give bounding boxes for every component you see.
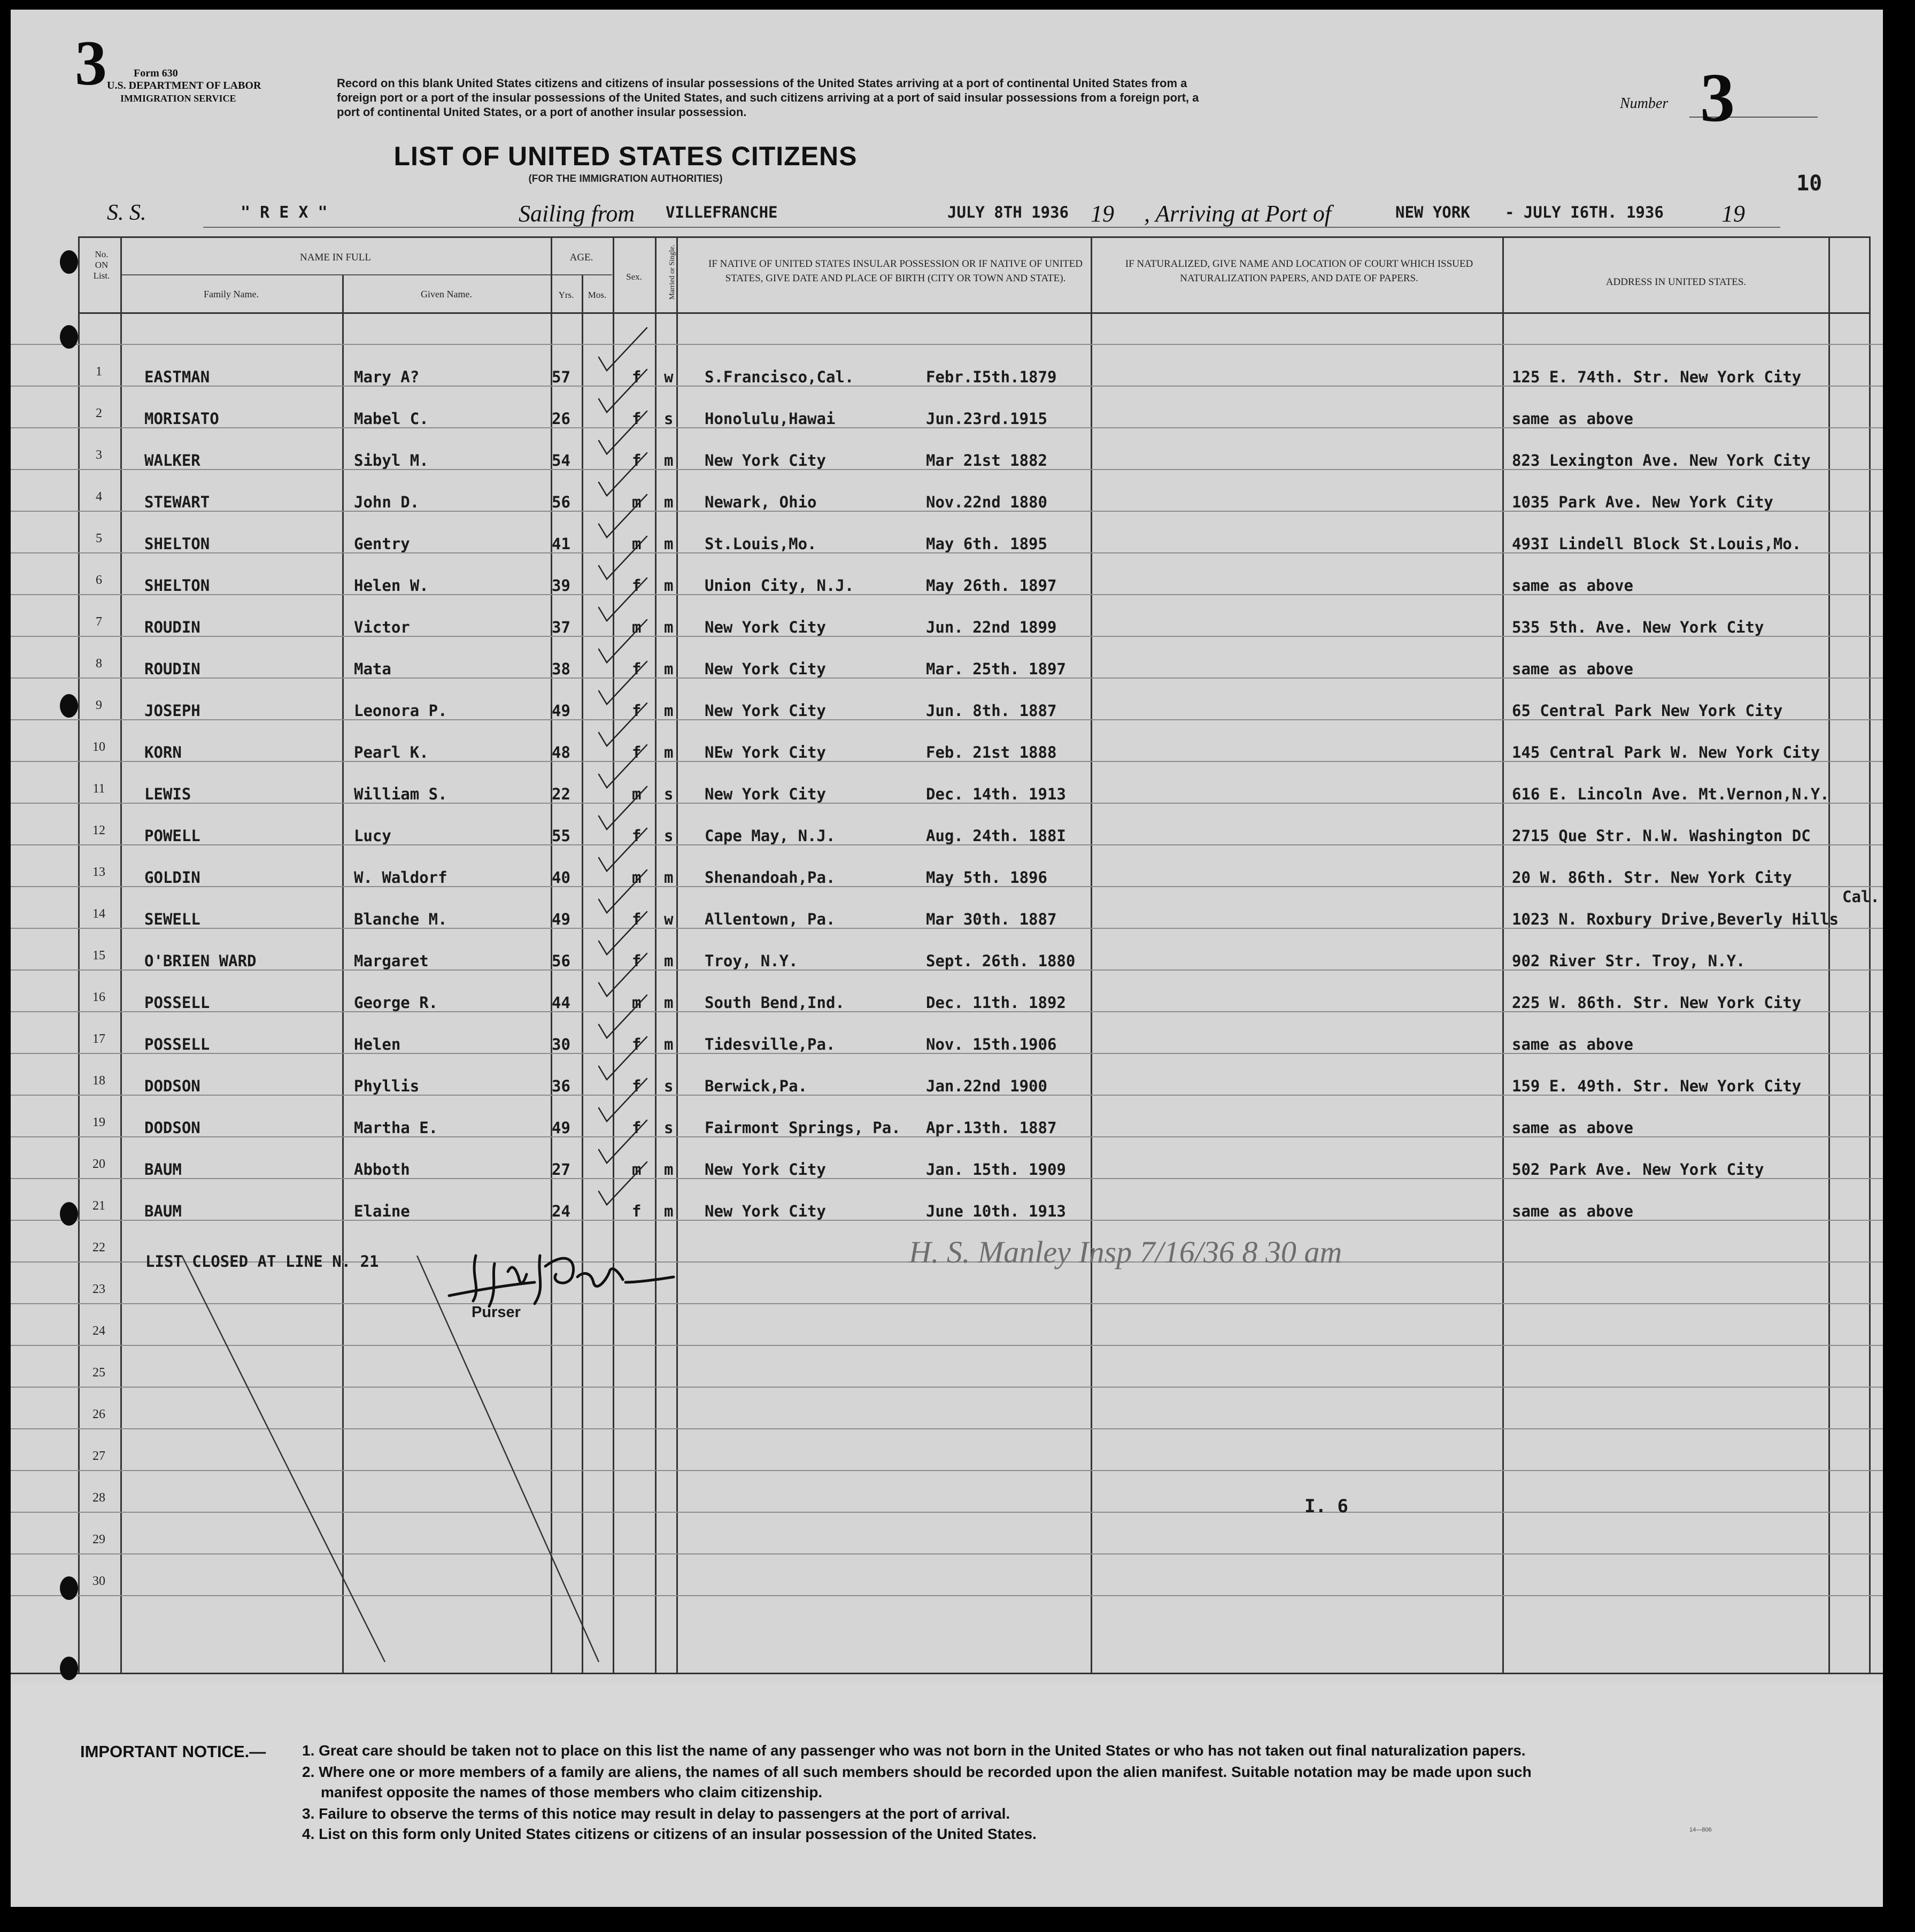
- age-years: 41: [552, 535, 570, 553]
- us-address: 125 E. 74th. Str. New York City: [1512, 368, 1802, 386]
- line-number: 17: [92, 1032, 105, 1046]
- birth-place: Berwick,Pa.: [705, 1077, 808, 1095]
- checkmark: [599, 328, 647, 371]
- birth-date: May 5th. 1896: [926, 868, 1047, 887]
- marital-status: m: [664, 493, 674, 511]
- line-number: 10: [92, 740, 105, 754]
- birth-date: Dec. 14th. 1913: [926, 785, 1066, 803]
- column-rule: [1828, 236, 1830, 1673]
- birth-place: New York City: [705, 618, 826, 636]
- birth-place: New York City: [705, 1202, 826, 1220]
- notice-item: 3. Failure to observe the terms of this notice may result in delay to passengers at the port of arrival.: [302, 1805, 1010, 1822]
- us-address: same as above: [1512, 1202, 1633, 1220]
- family-name: LEWIS: [144, 785, 191, 803]
- age-years: 39: [552, 576, 570, 595]
- birth-date: Jan.22nd 1900: [926, 1077, 1047, 1095]
- age-years: 24: [552, 1202, 570, 1220]
- line-number: 4: [96, 490, 102, 504]
- purser-label: Purser: [472, 1304, 521, 1321]
- column-rule: [1502, 236, 1504, 1673]
- line-number: 28: [92, 1491, 105, 1505]
- number-label: Number: [1620, 95, 1669, 112]
- department: U.S. DEPARTMENT OF LABOR: [107, 80, 261, 91]
- family-name: BAUM: [144, 1202, 182, 1220]
- line-number: 12: [92, 823, 105, 837]
- birth-place: Newark, Ohio: [705, 493, 817, 511]
- age-years: 49: [552, 702, 570, 720]
- checkmark: [599, 578, 647, 621]
- checkmark: [599, 536, 647, 579]
- sex: m: [632, 618, 642, 636]
- birth-place: S.Francisco,Cal.: [705, 368, 854, 386]
- checkmark: [599, 411, 647, 454]
- table-top-border: [78, 236, 1869, 238]
- given-name: Abboth: [354, 1160, 410, 1179]
- family-name: BAUM: [144, 1160, 182, 1179]
- birth-place: Fairmont Springs, Pa.: [705, 1119, 901, 1137]
- margin-mark: I. 6: [1304, 1496, 1348, 1517]
- family-name: WALKER: [144, 451, 200, 469]
- age-years: 37: [552, 618, 570, 636]
- page-subtitle: (FOR THE IMMIGRATION AUTHORITIES): [528, 173, 723, 184]
- age-years: 22: [552, 785, 570, 803]
- us-address: same as above: [1512, 410, 1633, 428]
- birth-place: Cape May, N.J.: [705, 827, 836, 845]
- birth-place: New York City: [705, 785, 826, 803]
- marital-status: w: [664, 368, 674, 386]
- line-number: 22: [92, 1241, 105, 1254]
- age-years: 30: [552, 1035, 570, 1053]
- birth-date: May 26th. 1897: [926, 576, 1057, 595]
- birth-date: Feb. 21st 1888: [926, 743, 1057, 761]
- family-name: EASTMAN: [144, 368, 210, 386]
- marital-status: s: [664, 785, 674, 803]
- arrival-port: NEW YORK: [1395, 203, 1470, 221]
- marital-status: m: [664, 702, 674, 720]
- sex: m: [632, 1160, 642, 1179]
- marital-status: m: [664, 868, 674, 887]
- us-address: 616 E. Lincoln Ave. Mt.Vernon,N.Y.: [1512, 785, 1829, 803]
- list-closed: LIST CLOSED AT LINE N. 21: [145, 1252, 379, 1271]
- checkmark: [599, 745, 647, 788]
- line-number: 1: [96, 365, 102, 379]
- birth-date: Jun. 8th. 1887: [926, 702, 1057, 720]
- binder-hole: [60, 1576, 78, 1600]
- family-name: O'BRIEN WARD: [144, 952, 257, 970]
- header-name-in-full: NAME IN FULL: [300, 252, 371, 263]
- line-number: 25: [92, 1366, 105, 1380]
- voyage-underline: [203, 227, 1780, 228]
- marital-status: s: [664, 1119, 674, 1137]
- us-address: 493I Lindell Block St.Louis,Mo.: [1512, 535, 1802, 553]
- sex: f: [632, 1035, 642, 1053]
- header-family-name: Family Name.: [204, 289, 259, 299]
- column-rule: [1869, 236, 1871, 1673]
- column-rule: [676, 236, 678, 1673]
- given-name: John D.: [354, 493, 420, 511]
- header-birth: IF NATIVE OF UNITED STATES INSULAR POSSESSION OR IF NATIVE OF UNITED STATES, GIVE DATE AND PLACE OF BIRTH (CITY OR TOWN AND STATE).: [708, 258, 1083, 284]
- notice-item: 4. List on this form only United States citizens or citizens of an insular possession of the United States.: [302, 1826, 1037, 1842]
- age-years: 38: [552, 660, 570, 678]
- given-name: Helen W.: [354, 576, 429, 595]
- given-name: Helen: [354, 1035, 401, 1053]
- sex: f: [632, 702, 642, 720]
- line-number: 9: [96, 698, 102, 712]
- name-subheader-line: [120, 274, 551, 275]
- ss-label: S. S.: [107, 201, 146, 225]
- us-address: 2715 Que Str. N.W. Washington DC: [1512, 827, 1811, 845]
- line-number: 14: [92, 907, 105, 921]
- header-age: AGE.: [569, 252, 593, 263]
- address-continuation: Cal.: [1842, 888, 1880, 906]
- marital-status: m: [664, 660, 674, 678]
- age-years: 56: [552, 952, 570, 970]
- birth-place: New York City: [705, 1160, 826, 1179]
- us-address: 535 5th. Ave. New York City: [1512, 618, 1764, 636]
- age-years: 26: [552, 410, 570, 428]
- us-address: 225 W. 86th. Str. New York City: [1512, 994, 1802, 1012]
- family-name: STEWART: [144, 493, 210, 511]
- sex: f: [632, 368, 642, 386]
- sex: f: [632, 660, 642, 678]
- marital-status: s: [664, 827, 674, 845]
- birth-place: Tidesville,Pa.: [705, 1035, 836, 1053]
- instructions: [337, 76, 1566, 119]
- marital-status: m: [664, 451, 674, 469]
- sex: f: [632, 451, 642, 469]
- age-years: 44: [552, 994, 570, 1012]
- birth-date: Apr.13th. 1887: [926, 1119, 1057, 1137]
- us-address: 502 Park Ave. New York City: [1512, 1160, 1764, 1179]
- given-name: Elaine: [354, 1202, 410, 1220]
- line-number: 23: [92, 1282, 105, 1296]
- sailing-date: JULY 8TH 1936: [947, 203, 1069, 221]
- header-yrs: Yrs.: [558, 290, 574, 300]
- line-number: 20: [92, 1157, 105, 1171]
- sex: f: [632, 743, 642, 761]
- family-name: SHELTON: [144, 576, 210, 595]
- form-number: Form 630: [134, 67, 178, 79]
- family-name: ROUDIN: [144, 618, 200, 636]
- birth-place: Honolulu,Hawai: [705, 410, 836, 428]
- header-mos: Mos.: [588, 290, 607, 300]
- checkmark: [599, 661, 647, 704]
- given-name: Sibyl M.: [354, 451, 429, 469]
- cancel-strikes: [171, 1256, 652, 1683]
- us-address: 145 Central Park W. New York City: [1512, 743, 1820, 761]
- instruction-line: Record on this blank United States citizens and citizens of insular possessions of the United States arriving at a port of continental United States from a: [337, 76, 1187, 90]
- age-years: 49: [552, 910, 570, 928]
- marital-status: m: [664, 952, 674, 970]
- binder-hole: [60, 250, 78, 274]
- checkmark: [599, 953, 647, 996]
- birth-date: Mar. 25th. 1897: [926, 660, 1066, 678]
- line-number: 5: [96, 532, 102, 545]
- birth-date: Jun.23rd.1915: [926, 410, 1047, 428]
- ship-name: " R E X ": [241, 203, 328, 222]
- binder-hole: [60, 1657, 78, 1680]
- family-name: DODSON: [144, 1077, 200, 1095]
- marital-status: s: [664, 1077, 674, 1095]
- line-number: 27: [92, 1449, 105, 1463]
- age-years: 48: [552, 743, 570, 761]
- notice-heading: IMPORTANT NOTICE.—: [80, 1742, 266, 1761]
- sex: f: [632, 910, 642, 928]
- us-address: 20 W. 86th. Str. New York City: [1512, 868, 1792, 887]
- line-number: 8: [96, 657, 102, 671]
- family-name: KORN: [144, 743, 182, 761]
- birth-place: New York City: [705, 702, 826, 720]
- row-rule: [11, 344, 1883, 345]
- age-years: 36: [552, 1077, 570, 1095]
- header-married-single: Married or Single.: [668, 244, 676, 300]
- us-address: 65 Central Park New York City: [1512, 702, 1783, 720]
- age-years: 27: [552, 1160, 570, 1179]
- line-number: 3: [96, 448, 102, 462]
- line-number: 13: [92, 865, 105, 879]
- sex: f: [632, 1202, 642, 1220]
- us-address: 159 E. 49th. Str. New York City: [1512, 1077, 1802, 1095]
- marital-status: m: [664, 743, 674, 761]
- sex: f: [632, 1077, 642, 1095]
- birth-place: Union City, N.J.: [705, 576, 854, 595]
- birth-date: Jun. 22nd 1899: [926, 618, 1057, 636]
- birth-date: Nov.22nd 1880: [926, 493, 1047, 511]
- instruction-line: foreign port or a port of the insular possessions of the United States, and such citizens arriving at a port of said insular possessions from a foreign port, a: [337, 91, 1199, 104]
- binder-hole: [60, 325, 78, 349]
- instruction-line: port of continental United States, or a port of another insular possession.: [337, 105, 747, 119]
- us-address: same as above: [1512, 660, 1633, 678]
- inspector-note: H. S. Manley Insp 7/16/36 8 30 am: [909, 1235, 1342, 1269]
- line-number: 26: [92, 1407, 105, 1421]
- binder-hole: [60, 1202, 78, 1226]
- birth-date: Mar 21st 1882: [926, 451, 1047, 469]
- checkmark: [599, 1162, 647, 1205]
- manifest-sheet: [11, 10, 1883, 1907]
- checkmark: [599, 1037, 647, 1080]
- us-address: same as above: [1512, 576, 1633, 595]
- marital-status: m: [664, 618, 674, 636]
- year-label-1: 19: [1091, 201, 1114, 227]
- line-number: 6: [96, 573, 102, 587]
- header-sex: Sex.: [626, 272, 642, 282]
- line-number: 18: [92, 1074, 105, 1088]
- family-name: MORISATO: [144, 410, 219, 428]
- arrival-date: - JULY I6TH. 1936: [1505, 203, 1664, 221]
- family-name: DODSON: [144, 1119, 200, 1137]
- notice-item: manifest opposite the names of those members who claim citizenship.: [321, 1784, 823, 1800]
- header-no: No. ON List.: [93, 249, 110, 281]
- birth-place: New York City: [705, 451, 826, 469]
- marital-status: m: [664, 1160, 674, 1179]
- corner-number: 3: [75, 27, 107, 98]
- birth-place: Shenandoah,Pa.: [705, 868, 836, 887]
- given-name: Leonora P.: [354, 702, 447, 720]
- marital-status: m: [664, 1202, 674, 1220]
- checkmark: [599, 828, 647, 871]
- line-number: 15: [92, 949, 105, 963]
- sex: m: [632, 785, 642, 803]
- age-years: 40: [552, 868, 570, 887]
- given-name: Pearl K.: [354, 743, 429, 761]
- sex: f: [632, 952, 642, 970]
- line-number: 7: [96, 615, 102, 629]
- age-years: 57: [552, 368, 570, 386]
- given-name: Blanche M.: [354, 910, 447, 928]
- checkmark: [599, 1120, 647, 1163]
- given-name: Mabel C.: [354, 410, 429, 428]
- birth-date: Dec. 11th. 1892: [926, 994, 1066, 1012]
- given-name: Lucy: [354, 827, 391, 845]
- sex: m: [632, 535, 642, 553]
- sex: m: [632, 493, 642, 511]
- checkmark: [599, 787, 647, 829]
- birth-date: June 10th. 1913: [926, 1202, 1066, 1220]
- column-rule: [1091, 236, 1092, 1673]
- page-title: LIST OF UNITED STATES CITIZENS: [393, 141, 858, 171]
- marital-status: m: [664, 576, 674, 595]
- birth-date: Sept. 26th. 1880: [926, 952, 1076, 970]
- family-name: POWELL: [144, 827, 200, 845]
- checkmark: [599, 912, 647, 955]
- table-header-bottom: [78, 312, 1869, 314]
- notice-area: [11, 1683, 1883, 1907]
- marital-status: m: [664, 994, 674, 1012]
- birth-place: South Bend,Ind.: [705, 994, 845, 1012]
- checkmark: [599, 620, 647, 663]
- birth-date: Aug. 24th. 188I: [926, 827, 1066, 845]
- birth-place: Troy, N.Y.: [705, 952, 798, 970]
- marital-status: m: [664, 1035, 674, 1053]
- birth-place: Allentown, Pa.: [705, 910, 836, 928]
- age-years: 55: [552, 827, 570, 845]
- family-name: JOSEPH: [144, 702, 200, 720]
- notice-item: 2. Where one or more members of a family are aliens, the names of all such members should be recorded upon the alien manifest. Suitable notation may be made upon such: [302, 1764, 1532, 1780]
- service: IMMIGRATION SERVICE: [120, 93, 236, 104]
- page-number: 10: [1796, 171, 1823, 196]
- given-name: Mary A?: [354, 368, 420, 386]
- birth-date: Nov. 15th.1906: [926, 1035, 1057, 1053]
- us-address: 1035 Park Ave. New York City: [1512, 493, 1773, 511]
- marital-status: s: [664, 410, 674, 428]
- marital-status: w: [664, 910, 674, 928]
- column-rule: [78, 236, 80, 1673]
- checkmark: [599, 495, 647, 537]
- family-name: SEWELL: [144, 910, 200, 928]
- number-value: 3: [1700, 59, 1735, 136]
- line-number: 16: [92, 990, 105, 1004]
- sex: m: [632, 868, 642, 887]
- checkmark: [599, 995, 647, 1038]
- line-number: 29: [92, 1533, 105, 1546]
- us-address: 1023 N. Roxbury Drive,Beverly Hills: [1512, 910, 1839, 928]
- family-name: GOLDIN: [144, 868, 200, 887]
- checkmark: [599, 870, 647, 913]
- checkmark-column: [577, 309, 674, 1250]
- given-name: Victor: [354, 618, 410, 636]
- line-number: 11: [92, 782, 105, 796]
- given-name: Mata: [354, 660, 391, 678]
- age-years: 49: [552, 1119, 570, 1137]
- line-number: 2: [96, 406, 102, 420]
- arriving-label: , Arriving at Port of: [1144, 201, 1331, 227]
- sailing-from: VILLEFRANCHE: [666, 203, 778, 221]
- birth-place: New York City: [705, 660, 826, 678]
- sailing-label: Sailing from: [519, 201, 635, 227]
- checkmark: [599, 1079, 647, 1121]
- header-given-name: Given Name.: [421, 289, 472, 299]
- family-name: POSSELL: [144, 1035, 210, 1053]
- birth-date: May 6th. 1895: [926, 535, 1047, 553]
- line-number: 30: [92, 1574, 105, 1588]
- birth-place: NEw York City: [705, 743, 826, 761]
- age-years: 54: [552, 451, 570, 469]
- us-address: same as above: [1512, 1119, 1633, 1137]
- sex: f: [632, 576, 642, 595]
- us-address: 902 River Str. Troy, N.Y.: [1512, 952, 1746, 970]
- sex: f: [632, 1119, 642, 1137]
- given-name: George R.: [354, 994, 438, 1012]
- birth-date: Febr.I5th.1879: [926, 368, 1057, 386]
- family-name: POSSELL: [144, 994, 210, 1012]
- line-number: 21: [92, 1199, 105, 1213]
- line-number: 19: [92, 1115, 105, 1129]
- print-code: 14—806: [1689, 1827, 1712, 1833]
- given-name: W. Waldorf: [354, 868, 447, 887]
- binder-hole: [60, 694, 78, 718]
- sex: m: [632, 994, 642, 1012]
- year-label-2: 19: [1721, 201, 1745, 227]
- birth-date: Mar 30th. 1887: [926, 910, 1057, 928]
- checkmark: [599, 370, 647, 412]
- birth-date: Jan. 15th. 1909: [926, 1160, 1066, 1179]
- given-name: Martha E.: [354, 1119, 438, 1137]
- given-name: William S.: [354, 785, 447, 803]
- birth-place: St.Louis,Mo.: [705, 535, 817, 553]
- us-address: 823 Lexington Ave. New York City: [1512, 451, 1811, 469]
- header-naturalized: IF NATURALIZED, GIVE NAME AND LOCATION OF COURT WHICH ISSUED NATURALIZATION PAPERS, AND DATE OF PAPERS.: [1125, 258, 1473, 284]
- header-address: ADDRESS IN UNITED STATES.: [1605, 276, 1747, 288]
- sex: f: [632, 410, 642, 428]
- us-address: same as above: [1512, 1035, 1633, 1053]
- family-name: SHELTON: [144, 535, 210, 553]
- line-number: 24: [92, 1324, 105, 1338]
- checkmark: [599, 703, 647, 746]
- given-name: Margaret: [354, 952, 429, 970]
- column-rule: [120, 236, 122, 1673]
- family-name: ROUDIN: [144, 660, 200, 678]
- sex: f: [632, 827, 642, 845]
- notice-item: 1. Great care should be taken not to place on this list the name of any passenger who was not born in the United States or who has not taken out final naturalization papers.: [302, 1742, 1526, 1759]
- age-years: 56: [552, 493, 570, 511]
- marital-status: m: [664, 535, 674, 553]
- given-name: Phyllis: [354, 1077, 420, 1095]
- checkmark: [599, 453, 647, 496]
- given-name: Gentry: [354, 535, 410, 553]
